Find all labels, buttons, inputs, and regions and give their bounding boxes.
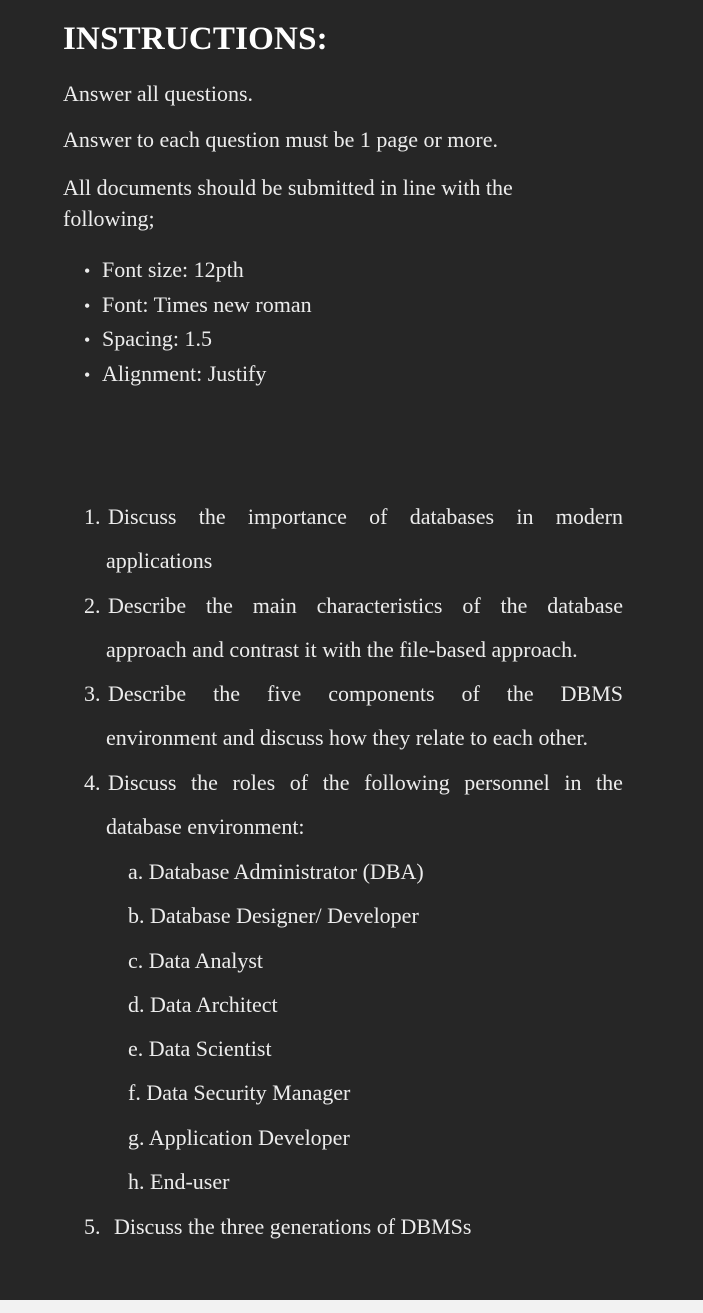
instructions-heading: INSTRUCTIONS: (63, 21, 328, 57)
question-2 (84, 591, 623, 665)
question-text-line2: applications (106, 548, 213, 573)
question-word: the (191, 770, 218, 795)
question-word: in (564, 770, 582, 795)
question-word: Describe (108, 593, 187, 618)
question-4 (84, 768, 623, 842)
question-word: importance (247, 504, 347, 529)
question-word: characteristics (316, 593, 443, 618)
question-word: the (206, 593, 233, 618)
list-item: • Spacing: 1.5 (84, 323, 312, 358)
instruction-submission-format: All documents should be submitted in line with the following; (63, 175, 513, 231)
question-3 (84, 679, 623, 753)
question-5 (84, 1212, 471, 1242)
question-word: DBMS (560, 681, 623, 706)
list-item: a. Database Administrator (DBA) (128, 859, 424, 884)
list-item: c. Data Analyst (128, 947, 264, 973)
question-word: Discuss (108, 770, 177, 795)
question-word: the (596, 770, 623, 795)
bullet-icon: • (84, 330, 91, 351)
list-item: • Font: Times new roman (84, 289, 312, 324)
instruction-answer-all: Answer all questions. (63, 81, 254, 106)
formatting-requirements-list (84, 254, 312, 393)
question-word: Discuss (108, 504, 177, 529)
question-text-line1 (108, 591, 623, 621)
list-item: d. Data Architect (128, 991, 278, 1017)
question-number: 4. (84, 770, 101, 795)
question-word: following (364, 770, 450, 795)
list-item: g. Application Developer (128, 1124, 350, 1150)
instruction-page-length: Answer to each question must be 1 page or more. (63, 127, 498, 152)
list-item: • Alignment: Justify (84, 358, 312, 393)
question-word: of (461, 681, 480, 706)
question-word: of (289, 770, 309, 795)
question-word: roles (232, 770, 276, 795)
question-1 (84, 502, 623, 576)
question-word: in (516, 504, 534, 529)
question-word: of (462, 593, 481, 618)
question-word: the (198, 504, 226, 529)
bullet-icon: • (84, 261, 91, 281)
bullet-icon: • (84, 295, 91, 316)
question-word: Describe (108, 681, 187, 706)
question-word: the (322, 770, 350, 795)
question-word: the (506, 681, 534, 706)
question-text-line2: approach and contrast it with the file-based approach. (106, 637, 578, 662)
question-text-line2: database environment: (106, 814, 305, 839)
question-word: modern (555, 504, 623, 529)
question-text-line1 (108, 502, 623, 532)
question-number: 5. (84, 1214, 101, 1239)
question-word: databases (409, 504, 495, 529)
question-text: Discuss the three generations of DBMSs (114, 1214, 472, 1239)
list-item: f. Data Security Manager (128, 1080, 351, 1106)
question-number: 3. (84, 681, 101, 706)
list-item: • Font size: 12pth (84, 254, 312, 289)
question-word: the (500, 593, 528, 618)
question-text-line2: environment and discuss how they relate to each other. (106, 725, 589, 750)
question-word: personnel (464, 770, 550, 795)
bullet-icon: • (84, 365, 91, 386)
question-word: of (369, 504, 388, 529)
list-item: b. Database Designer/ Developer (128, 903, 419, 929)
question-word: components (328, 681, 435, 706)
question-text-line1 (108, 768, 623, 798)
question-word: five (267, 681, 302, 706)
question-word: database (547, 593, 623, 618)
question-word: the (213, 681, 241, 706)
question-number: 1. (84, 504, 101, 529)
question-text-line1 (108, 679, 623, 709)
question-word: main (252, 593, 297, 618)
question-number: 2. (84, 593, 101, 618)
list-item: e. Data Scientist (128, 1036, 272, 1062)
personnel-list (128, 857, 424, 1211)
list-item: h. End-user (128, 1169, 230, 1195)
